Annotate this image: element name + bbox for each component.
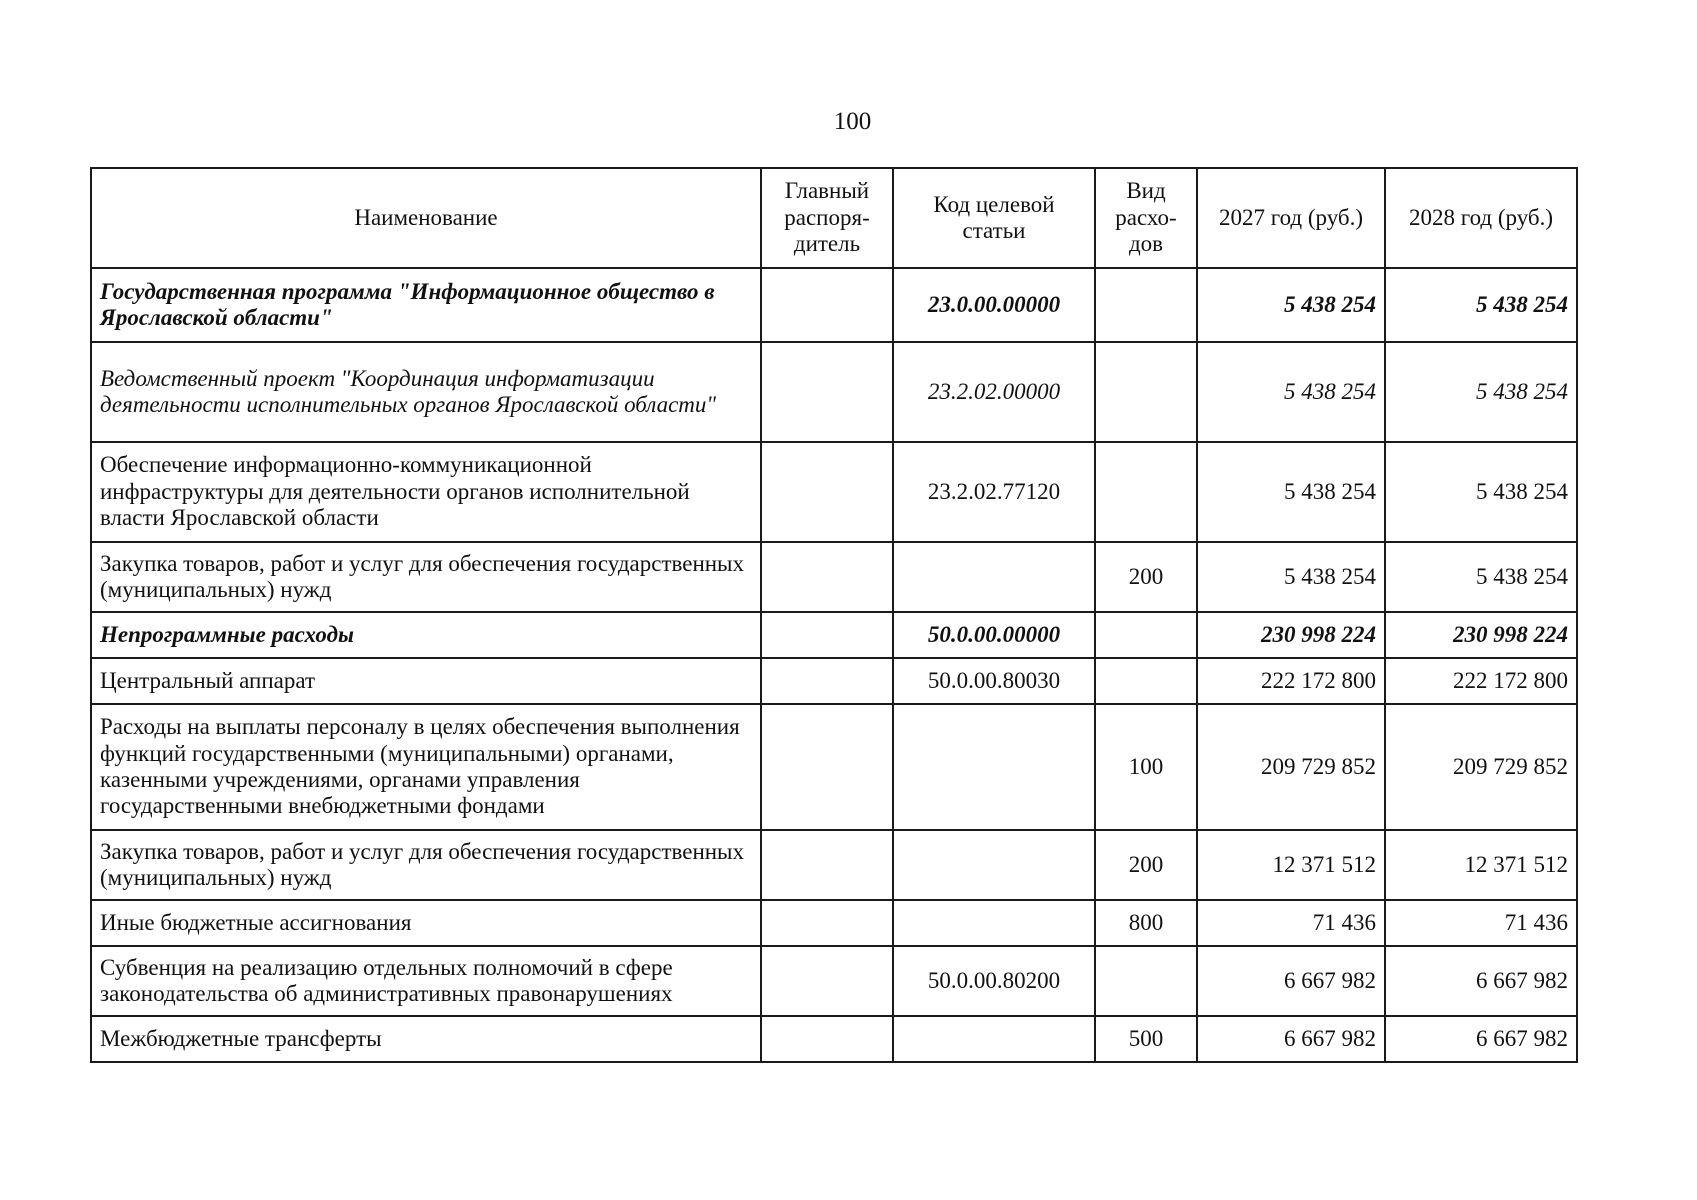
- table-row: [91, 900, 1577, 946]
- cell-code: [893, 900, 1095, 946]
- cell-name: Закупка товаров, работ и услуг для обеспечения государственных (муниципальных) нужд: [91, 830, 761, 900]
- table-row: [91, 1016, 1577, 1062]
- cell-manager: [761, 704, 893, 830]
- cell-name: Непрограммные расходы: [91, 612, 761, 658]
- cell-name: Ведомственный проект "Координация информатизации деятельности исполнительных органов Ярославской области": [91, 342, 761, 442]
- cell-manager: [761, 342, 893, 442]
- cell-type: [1095, 268, 1197, 342]
- cell-2027: 230 998 224: [1197, 612, 1385, 658]
- cell-type: 800: [1095, 900, 1197, 946]
- cell-name: Иные бюджетные ассигнования: [91, 900, 761, 946]
- cell-2028: 5 438 254: [1385, 342, 1577, 442]
- table-row: [91, 946, 1577, 1016]
- cell-code: 23.0.00.00000: [893, 268, 1095, 342]
- cell-2027: 209 729 852: [1197, 704, 1385, 830]
- table-row: [91, 704, 1577, 830]
- cell-code: [893, 704, 1095, 830]
- cell-code: 50.0.00.00000: [893, 612, 1095, 658]
- cell-2028: 12 371 512: [1385, 830, 1577, 900]
- header-expense-type: Вид расхо-дов: [1095, 168, 1197, 268]
- cell-name: Обеспечение информационно-коммуникационной инфраструктуры для деятельности органов исполнительной власти Ярославской области: [91, 442, 761, 542]
- cell-code: [893, 830, 1095, 900]
- table-row: [91, 542, 1577, 612]
- table-row: [91, 268, 1577, 342]
- table-row: [91, 830, 1577, 900]
- cell-2028: 222 172 800: [1385, 658, 1577, 704]
- table-row: [91, 658, 1577, 704]
- cell-manager: [761, 542, 893, 612]
- header-manager: Главный распоря-дитель: [761, 168, 893, 268]
- cell-code: 23.2.02.77120: [893, 442, 1095, 542]
- cell-2028: 6 667 982: [1385, 946, 1577, 1016]
- cell-type: [1095, 658, 1197, 704]
- cell-type: [1095, 612, 1197, 658]
- cell-type: 100: [1095, 704, 1197, 830]
- table-row: [91, 342, 1577, 442]
- header-year-2028: 2028 год (руб.): [1385, 168, 1577, 268]
- cell-2028: 6 667 982: [1385, 1016, 1577, 1062]
- cell-2028: 5 438 254: [1385, 268, 1577, 342]
- cell-type: [1095, 342, 1197, 442]
- cell-name: Государственная программа "Информационное общество в Ярославской области": [91, 268, 761, 342]
- cell-manager: [761, 1016, 893, 1062]
- cell-name: Субвенция на реализацию отдельных полномочий в сфере законодательства об административных правонарушениях: [91, 946, 761, 1016]
- cell-type: [1095, 946, 1197, 1016]
- cell-2027: 6 667 982: [1197, 946, 1385, 1016]
- cell-2028: 209 729 852: [1385, 704, 1577, 830]
- cell-manager: [761, 658, 893, 704]
- cell-2028: 5 438 254: [1385, 442, 1577, 542]
- cell-manager: [761, 946, 893, 1016]
- cell-manager: [761, 442, 893, 542]
- cell-manager: [761, 268, 893, 342]
- cell-manager: [761, 900, 893, 946]
- cell-2027: 71 436: [1197, 900, 1385, 946]
- cell-name: Межбюджетные трансферты: [91, 1016, 761, 1062]
- cell-2027: 12 371 512: [1197, 830, 1385, 900]
- cell-name: Закупка товаров, работ и услуг для обеспечения государственных (муниципальных) нужд: [91, 542, 761, 612]
- cell-type: 200: [1095, 830, 1197, 900]
- cell-2028: 230 998 224: [1385, 612, 1577, 658]
- cell-2028: 71 436: [1385, 900, 1577, 946]
- cell-code: 50.0.00.80030: [893, 658, 1095, 704]
- header-target-code: Код целевой статьи: [893, 168, 1095, 268]
- cell-2027: 5 438 254: [1197, 442, 1385, 542]
- cell-code: 50.0.00.80200: [893, 946, 1095, 1016]
- cell-manager: [761, 830, 893, 900]
- page-number: 100: [833, 108, 872, 135]
- cell-code: [893, 1016, 1095, 1062]
- table-row: [91, 442, 1577, 542]
- cell-2027: 6 667 982: [1197, 1016, 1385, 1062]
- cell-name: Расходы на выплаты персоналу в целях обеспечения выполнения функций государственными (муниципальными) органами, казенными учреждениями, органами управления государственными внебюджетными фондами: [91, 704, 761, 830]
- cell-code: [893, 542, 1095, 612]
- table-header-row: [91, 168, 1577, 268]
- cell-name: Центральный аппарат: [91, 658, 761, 704]
- cell-2027: 5 438 254: [1197, 268, 1385, 342]
- cell-2027: 5 438 254: [1197, 542, 1385, 612]
- cell-manager: [761, 612, 893, 658]
- header-name: Наименование: [91, 168, 761, 268]
- budget-table: [90, 167, 1578, 1063]
- table-row: [91, 612, 1577, 658]
- cell-2028: 5 438 254: [1385, 542, 1577, 612]
- cell-2027: 5 438 254: [1197, 342, 1385, 442]
- cell-type: [1095, 442, 1197, 542]
- cell-type: 500: [1095, 1016, 1197, 1062]
- cell-2027: 222 172 800: [1197, 658, 1385, 704]
- cell-type: 200: [1095, 542, 1197, 612]
- header-year-2027: 2027 год (руб.): [1197, 168, 1385, 268]
- cell-code: 23.2.02.00000: [893, 342, 1095, 442]
